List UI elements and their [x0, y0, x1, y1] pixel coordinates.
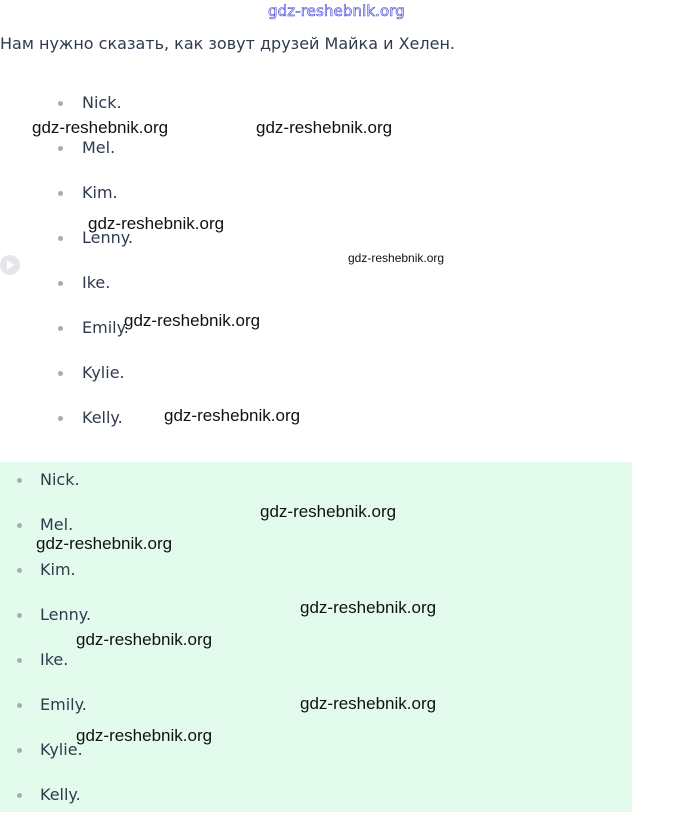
- bullet-icon: [58, 371, 63, 376]
- answer-label: Lenny.: [40, 605, 92, 624]
- list-item: [0, 318, 680, 363]
- answer-list: [0, 470, 632, 830]
- answer-label: Nick.: [40, 470, 80, 489]
- option-label: Ike.: [82, 273, 111, 292]
- bullet-icon: [17, 658, 22, 663]
- option-label: Nick.: [82, 93, 122, 112]
- watermark: gdz-reshebnik.org: [256, 118, 393, 137]
- option-label: Kylie.: [82, 363, 125, 382]
- watermark: gdz-reshebnik.org: [88, 214, 225, 233]
- watermark: gdz-reshebnik.org: [124, 311, 261, 330]
- bullet-icon: [58, 281, 63, 286]
- watermark: gdz-reshebnik.org: [164, 406, 301, 425]
- watermark: gdz-reshebnik.org: [76, 726, 213, 745]
- options-list: [0, 93, 680, 453]
- watermark: gdz-reshebnik.org: [300, 598, 437, 617]
- list-item: [0, 273, 680, 318]
- watermark: gdz-reshebnik.org: [260, 502, 397, 521]
- option-label: Lenny.: [82, 228, 134, 247]
- bullet-icon: [58, 236, 63, 241]
- bullet-icon: [58, 146, 63, 151]
- answer-label: Ike.: [40, 650, 69, 669]
- watermark: gdz-reshebnik.org: [300, 694, 437, 713]
- question-text: Нам нужно сказать, как зовут друзей Майка и Хелен.: [0, 34, 455, 53]
- list-item: [0, 138, 680, 183]
- watermark: gdz-reshebnik.org: [348, 251, 445, 265]
- watermark: gdz-reshebnik.org: [76, 630, 213, 649]
- answer-label: Mel.: [40, 515, 74, 534]
- answer-label: Emily.: [40, 695, 87, 714]
- bullet-icon: [17, 748, 22, 753]
- bullet-icon: [17, 568, 22, 573]
- bullet-icon: [58, 416, 63, 421]
- bullet-icon: [58, 191, 63, 196]
- bullet-icon: [17, 703, 22, 708]
- bullet-icon: [17, 523, 22, 528]
- bullet-icon: [58, 101, 63, 106]
- option-label: Kim.: [82, 183, 118, 202]
- option-label: Emily.: [82, 318, 129, 337]
- answer-label: Kelly.: [40, 785, 81, 804]
- option-label: Mel.: [82, 138, 116, 157]
- list-item: [0, 408, 680, 453]
- option-label: Kelly.: [82, 408, 123, 427]
- bullet-icon: [17, 478, 22, 483]
- site-header-watermark: gdz-reshebnik.org: [268, 2, 405, 20]
- watermark: gdz-reshebnik.org: [32, 118, 169, 137]
- bullet-icon: [58, 326, 63, 331]
- watermark: gdz-reshebnik.org: [36, 534, 173, 553]
- list-item: [0, 785, 632, 830]
- list-item: [0, 363, 680, 408]
- answer-label: Kim.: [40, 560, 76, 579]
- bullet-icon: [17, 613, 22, 618]
- list-item: [0, 228, 680, 273]
- answer-label: Kylie.: [40, 740, 83, 759]
- list-item: [0, 650, 632, 695]
- bullet-icon: [17, 793, 22, 798]
- list-item: [0, 740, 632, 785]
